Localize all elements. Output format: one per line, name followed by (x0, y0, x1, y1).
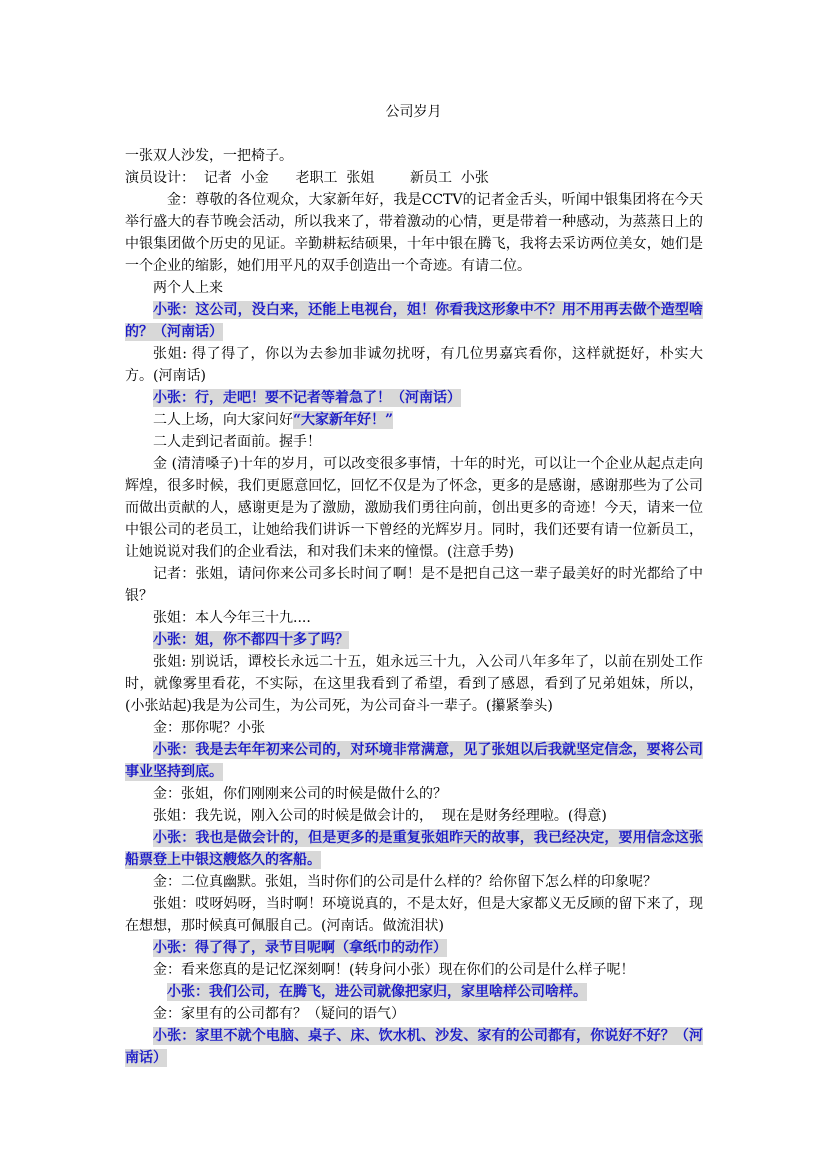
dialogue-highlight (125, 299, 703, 343)
dialogue-highlight (125, 827, 703, 871)
paragraph: 张姐：我先说，刚入公司的时候是做会计的， 现在是财务经理啦。(得意) (153, 808, 607, 824)
highlight-text: 小张：我是去年年初来公司的，对环境非常满意，见了张姐以后我就坚定信念，要将公司事业坚持到底。 (125, 742, 703, 780)
dialogue-highlight (125, 937, 703, 959)
paragraph: 张姐：哎呀妈呀，当时啊！环境说真的，不是太好，但是大家都义无反顾的留下来了，现在想想，那时候真可佩服自己。(河南话。做流泪状) (125, 896, 703, 934)
greeting-highlight: “大家新年好！” (293, 412, 394, 428)
setting-line: 一张双人沙发，一把椅子。 (125, 148, 293, 164)
document-title: 公司岁月 (385, 104, 442, 120)
highlight-text: 小张：姐，你不都四十多了吗？ (153, 632, 349, 648)
highlight-text: 小张：这公司，没白来，还能上电视台，姐！你看我这形象中不？用不用再去做个造型啥的？（河南话） (125, 302, 703, 340)
paragraph: 金：看来您真的是记忆深刻啊！(转身问小张）现在你们的公司是什么样子呢！ (153, 962, 635, 978)
paragraph (125, 409, 703, 431)
paragraph: 张姐: 别说话，谭校长永远二十五，姐永远三十九，入公司八年多年了，以前在别处工作时，就像雾里看花，不实际，在这里我看到了希望，看到了感恩，看到了兄弟姐妹，所以，(小张站起)我是为公司生，为公司死，为公司奋斗一辈子。(攥紧拳头) (125, 654, 703, 714)
paragraph: 金 (清清嗓子)十年的岁月，可以改变很多事情，十年的时光，可以让一个企业从起点走向辉煌，很多时候，我们更愿意回忆，回忆不仅是为了怀念，更多的是感谢，感谢那些为了公司而做出贡献的人，感谢更是为了激励，激励我们勇往向前，创出更多的奇迹！今天，请来一位中银公司的老员工，让她给我们讲诉一下曾经的光辉岁月。同时，我们还要有请一位新员工，让她说说对我们的企业看法，和对我们未来的憧憬。(注意手势) (125, 456, 703, 560)
paragraph: 二人走到记者面前。握手！ (153, 434, 321, 450)
paragraph: 金：二位真幽默。张姐，当时你们的公司是什么样的？给你留下怎么样的印象呢？ (153, 874, 657, 890)
paragraph: 记者：张姐，请问你来公司多长时间了啊！是不是把自己这一辈子最美好的时光都给了中银？ (125, 566, 703, 604)
paragraph: 金：张姐，你们刚刚来公司的时候是做什么的？ (153, 786, 447, 802)
paragraph: 两个人上来 (153, 280, 223, 296)
dialogue-highlight (125, 629, 703, 651)
highlight-text: 小张：我也是做会计的，但是更多的是重复张姐昨天的故事，我已经决定，要用信念这张船票登上中银这艘悠久的客船。 (125, 830, 703, 868)
cast-line: 演员设计： 记者 小金 老职工 张姐 新员工 小张 (125, 170, 489, 186)
highlight-text: 小张：家里不就个电脑、桌子、床、饮水机、沙发、家有的公司都有，你说好不好？（河南话） (125, 1028, 703, 1066)
paragraph: 金：家里有的公司都有？（疑问的语气） (153, 1006, 405, 1022)
dialogue-highlight (125, 387, 703, 409)
dialogue-highlight (139, 981, 703, 1003)
dialogue-highlight (125, 739, 703, 783)
highlight-text: 小张：我们公司，在腾飞，进公司就像把家归，家里啥样公司啥样。 (167, 984, 587, 1000)
stage-direction: 二人上场，向大家问好 (153, 412, 293, 428)
paragraph: 张姐: 得了得了，你以为去参加非诚勿扰呀，有几位男嘉宾看你，这样就挺好，朴实大方。(河南话) (125, 346, 703, 384)
document-body (125, 145, 703, 1069)
highlight-text: 小张：行，走吧！要不记者等着急了！（河南话） (153, 390, 461, 406)
highlight-text: 小张：得了得了，录节目呢啊（拿纸巾的动作） (153, 940, 447, 956)
dialogue-highlight (125, 1025, 703, 1069)
paragraph: 金：尊敬的各位观众，大家新年好，我是CCTV的记者金舌头，听闻中银集团将在今天举行盛大的春节晚会活动，所以我来了，带着激动的心情，更是带着一种感动，为蒸蒸日上的中银集团做个历史的见证。辛勤耕耘结硕果，十年中银在腾飞，我将去采访两位美女，她们是一个企业的缩影，她们用平凡的双手创造出一个奇迹。有请二位。 (125, 192, 703, 274)
paragraph: 金：那你呢？小张 (153, 720, 265, 736)
paragraph: 张姐：本人今年三十九.... (153, 610, 311, 626)
